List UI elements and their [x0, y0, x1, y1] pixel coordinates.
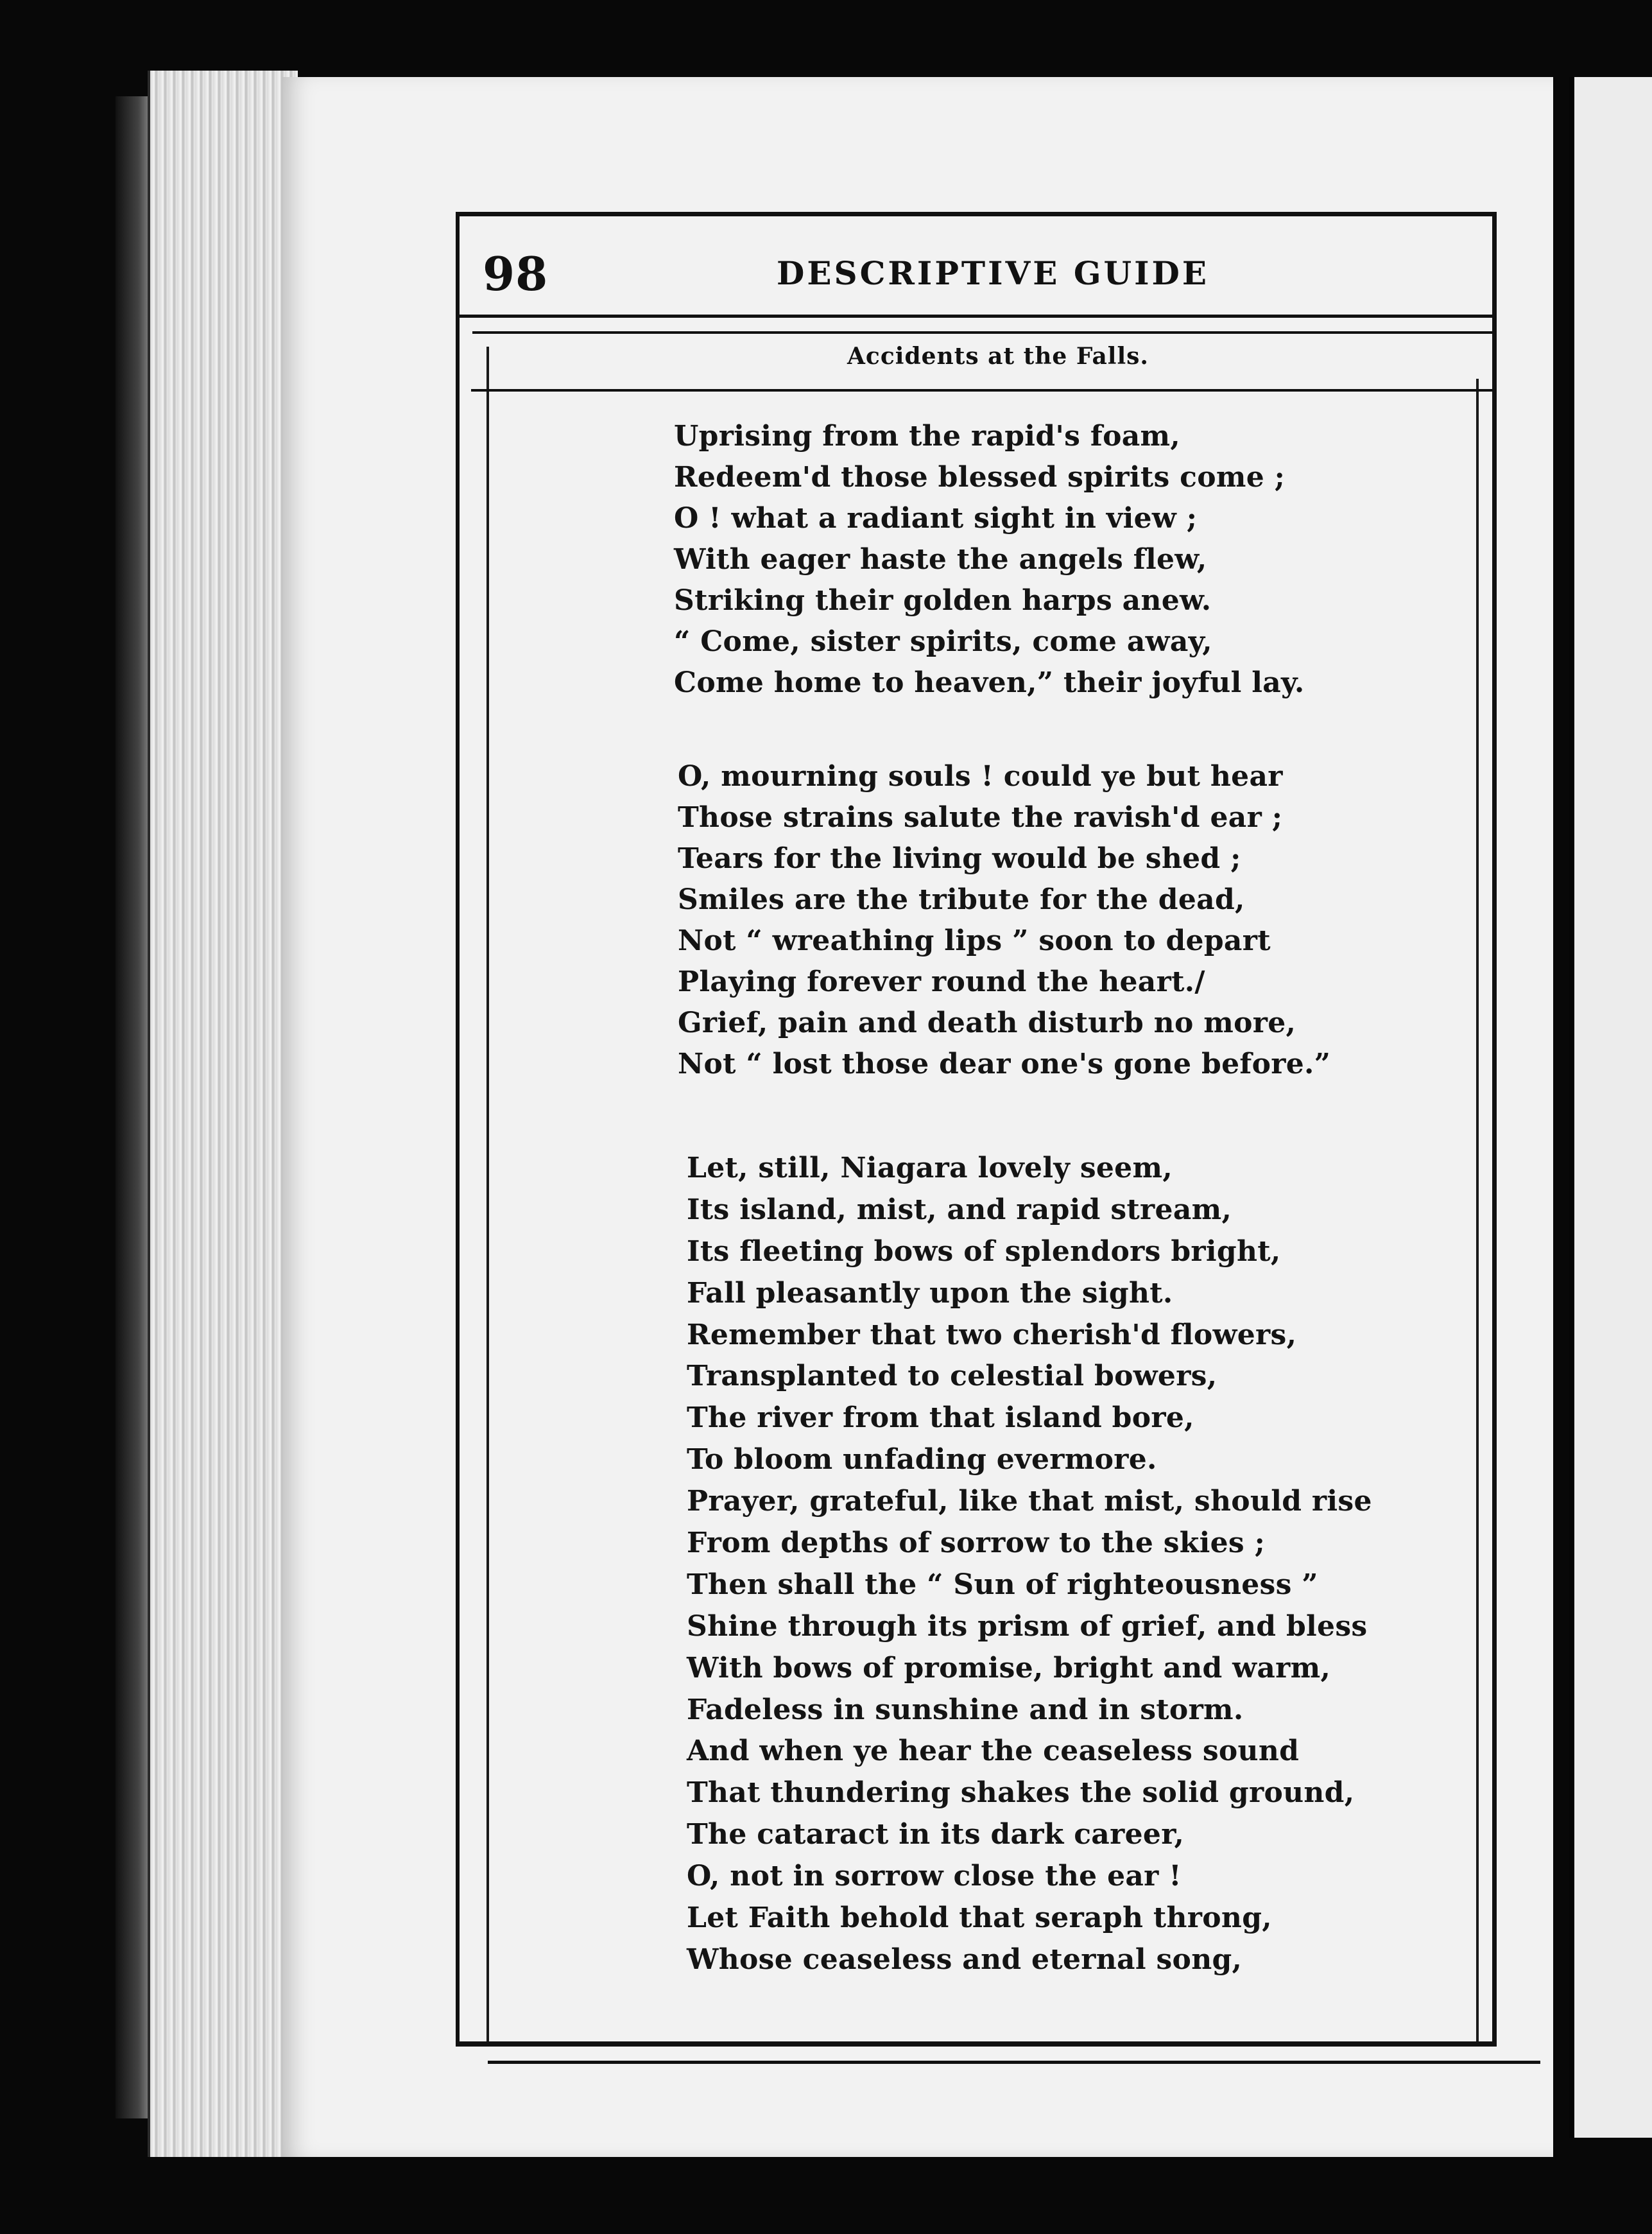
page-number: 98 — [483, 247, 549, 301]
poem-line: Redeem'd those blessed spirits come ; — [674, 461, 1286, 494]
poem-line: The cataract in its dark career, — [687, 1818, 1185, 1851]
poem-line: Let, still, Niagara lovely seem, — [687, 1152, 1173, 1184]
header-rule-double — [472, 331, 1494, 334]
poem-line: Its fleeting bows of splendors bright, — [687, 1234, 1281, 1268]
poem-line: Then shall the “ Sun of righteousness ” — [687, 1568, 1318, 1601]
poem-line: Fall pleasantly upon the sight. — [687, 1276, 1173, 1310]
poem-line: O, mourning souls ! could ye but hear — [678, 760, 1283, 793]
poem-line: And when ye hear the ceaseless sound — [687, 1735, 1300, 1768]
poem-line: Not “ wreathing lips ” soon to depart — [678, 924, 1271, 957]
poem-line: O, not in sorrow close the ear ! — [687, 1860, 1182, 1893]
poem-line: Not “ lost those dear one's gone before.” — [678, 1048, 1331, 1080]
poem-line: Whose ceaseless and eternal song, — [687, 1943, 1243, 1976]
poem-line: O ! what a radiant sight in view ; — [674, 502, 1198, 535]
poem-line: Grief, pain and death disturb no more, — [678, 1007, 1296, 1039]
poem-line: Tears for the living would be shed ; — [678, 842, 1241, 875]
poem-line: Let Faith behold that seraph throng, — [687, 1901, 1272, 1935]
poem-line: Smiles are the tribute for the dead, — [678, 883, 1245, 916]
poem-line: To bloom unfading evermore. — [687, 1443, 1157, 1476]
frame-inner-rule-left — [486, 347, 489, 2041]
header-rule-top — [458, 315, 1494, 318]
poem-line: Transplanted to celestial bowers, — [687, 1360, 1217, 1393]
poem-line: Fadeless in sunshine and in storm. — [687, 1693, 1244, 1726]
section-rule — [471, 389, 1494, 392]
poem-stanza-2 — [678, 756, 1330, 1085]
poem-line: Those strains salute the ravish'd ear ; — [678, 801, 1283, 834]
poem-line: With eager haste the angels flew, — [674, 543, 1207, 576]
footer-rule — [488, 2061, 1540, 2064]
poem-stanza-1 — [674, 416, 1305, 704]
running-head: DESCRIPTIVE GUIDE — [777, 254, 1209, 292]
facing-page-edge — [1569, 77, 1652, 2138]
frame-inner-rule-right — [1476, 379, 1479, 2041]
poem-line: From depths of sorrow to the skies ; — [687, 1527, 1266, 1560]
poem-line: With bows of promise, bright and warm, — [687, 1651, 1331, 1684]
poem-line: Prayer, grateful, like that mist, should rise — [687, 1485, 1372, 1518]
section-heading: Accidents at the Falls. — [847, 343, 1149, 370]
poem-line: Remember that two cherish'd flowers, — [687, 1318, 1297, 1351]
page-edges — [148, 71, 298, 2157]
poem-line: “ Come, sister spirits, come away, — [674, 625, 1212, 658]
poem-line: Come home to heaven,” their joyful lay. — [674, 666, 1305, 699]
poem-stanza-3 — [687, 1148, 1372, 1981]
poem-line: Striking their golden harps anew. — [674, 584, 1212, 617]
poem-line: That thundering shakes the solid ground, — [687, 1776, 1355, 1810]
poem-line: Playing forever round the heart./ — [678, 965, 1205, 998]
poem-line: Uprising from the rapid's foam, — [674, 420, 1181, 453]
poem-line: Shine through its prism of grief, and bless — [687, 1609, 1368, 1643]
poem-line: Its island, mist, and rapid stream, — [687, 1193, 1232, 1226]
poem-line: The river from that island bore, — [687, 1401, 1194, 1435]
